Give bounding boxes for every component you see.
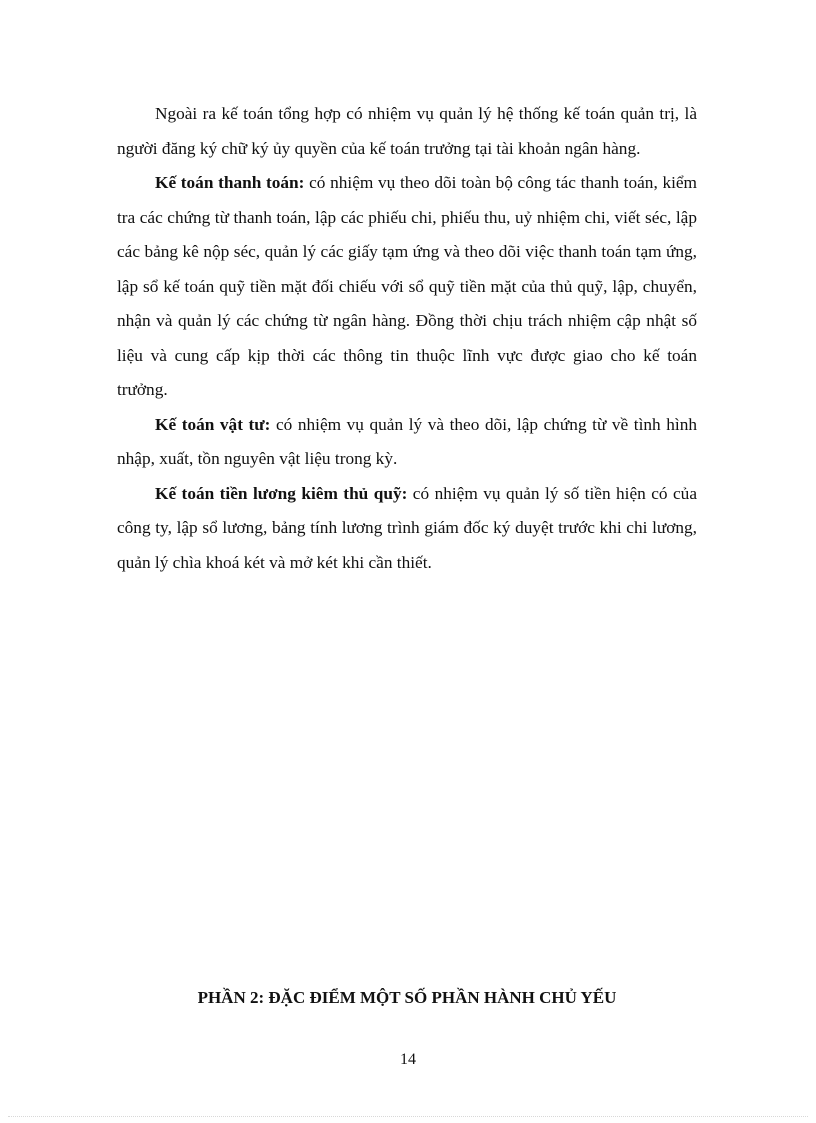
paragraph-text: có nhiệm vụ theo dõi toàn bộ công tác thanh toán, kiểm tra các chứng từ thanh toán, lập các phiếu chi, phiếu thu, uỷ nhiệm chi, viết séc, lập các bảng kê nộp séc, quản lý các giấy tạm ứng và theo dõi việc thanh toán tạm ứng, lập sổ kế toán quỹ tiền mặt đối chiếu với sổ quỹ tiền mặt của thủ quỹ, lập, chuyển, nhận và quản lý các chứng từ ngân hàng. Đồng thời chịu trách nhiệm cập nhật số liệu và cung cấp kịp thời các thông tin thuộc lĩnh vực được giao cho kế toán trưởng. xyxy=(117,173,697,399)
page-number: 14 xyxy=(400,1051,416,1068)
paragraph-lead: Kế toán vật tư: xyxy=(155,414,271,434)
body-text xyxy=(117,97,697,580)
page-bottom-rule xyxy=(8,1116,808,1117)
paragraph-payroll-accounting xyxy=(117,477,697,581)
paragraph-text: có nhiệm vụ quản lý số tiền hiện có của công ty, lập sổ lương, bảng tính lương trình giám đốc ký duyệt trước khi chi lương, quản lý chìa khoá két và mở két khi cần thiết. xyxy=(117,483,697,572)
paragraph-text: Ngoài ra kế toán tổng hợp có nhiệm vụ quản lý hệ thống kế toán quản trị, là người đăng ký chữ ký ủy quyền của kế toán trưởng tại tài khoản ngân hàng. xyxy=(117,104,697,158)
paragraph-lead: Kế toán thanh toán: xyxy=(155,173,305,192)
section-heading: PHẦN 2: ĐẶC ĐIỂM MỘT SỐ PHẦN HÀNH CHỦ YẾU xyxy=(197,988,617,1007)
paragraph-text: có nhiệm vụ quản lý và theo dõi, lập chứng từ về tình hình nhập, xuất, tồn nguyên vật liệu trong kỳ. xyxy=(117,414,697,468)
paragraph-payment-accounting xyxy=(117,166,697,408)
paragraph-materials-accounting xyxy=(117,408,697,477)
paragraph-lead: Kế toán tiền lương kiêm thủ quỹ: xyxy=(155,483,408,503)
paragraph-general-accounting xyxy=(117,97,697,166)
